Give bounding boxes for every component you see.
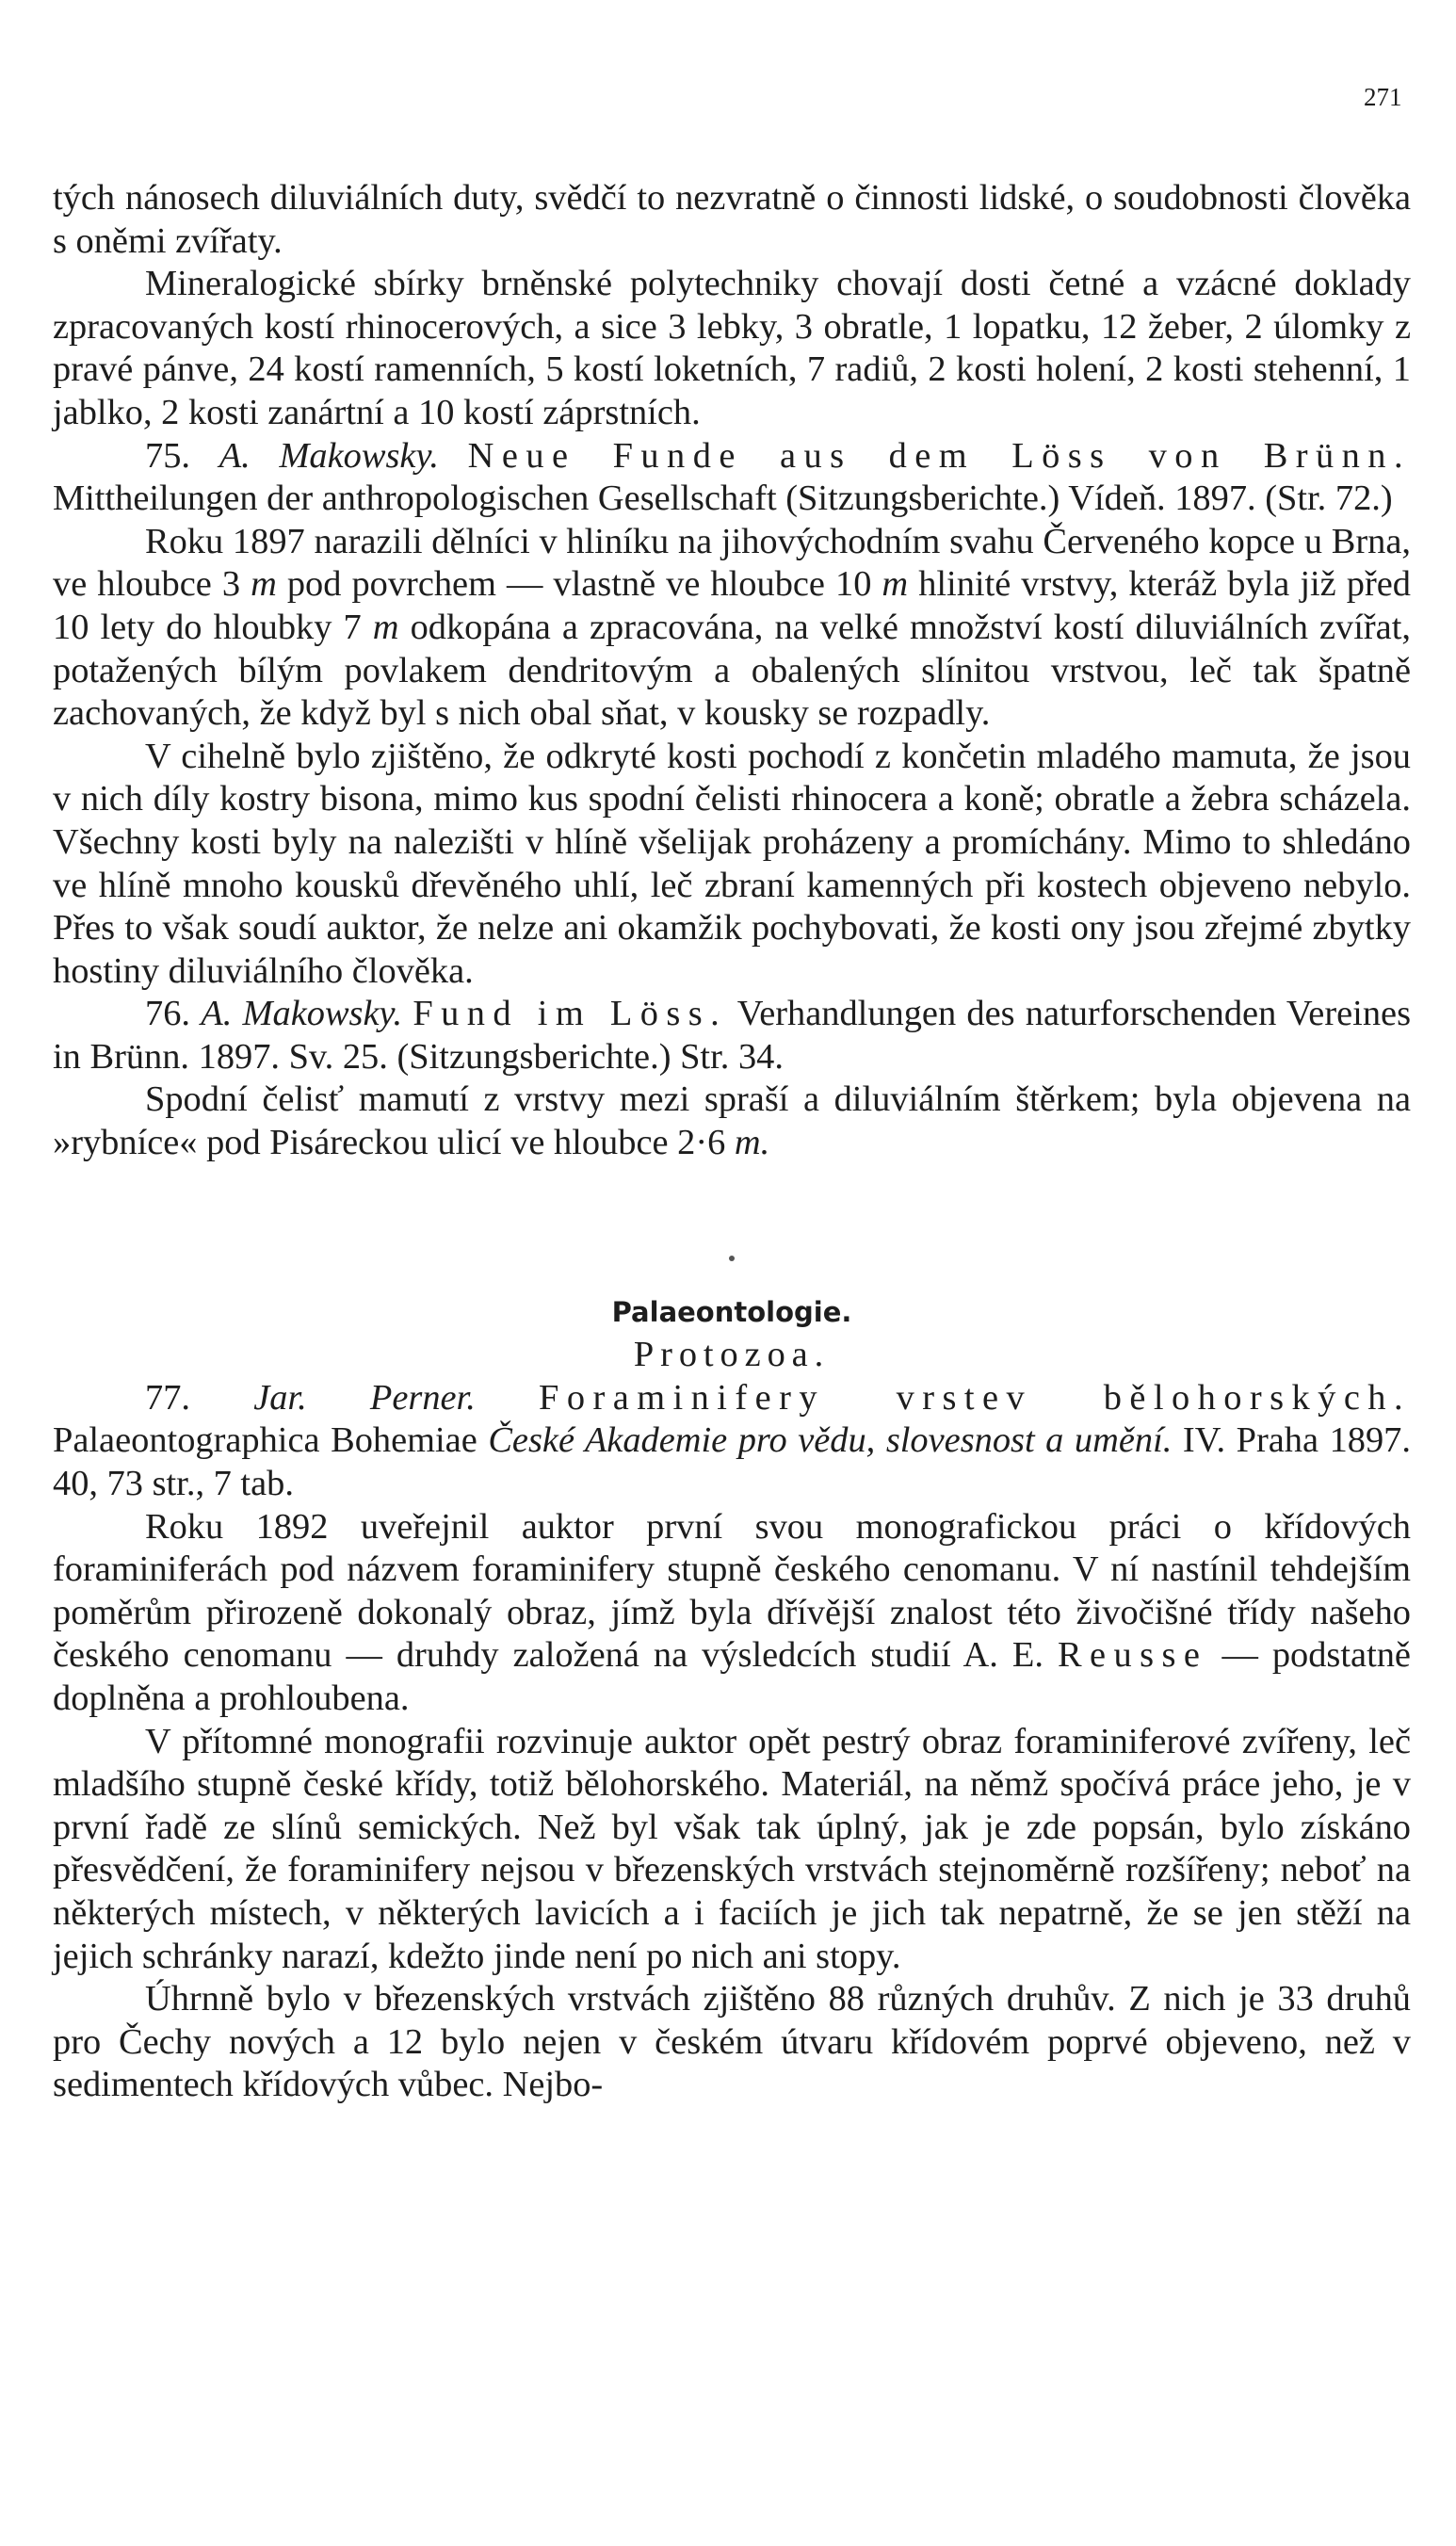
- body-text: [53, 177, 1411, 2107]
- paragraph-rhinoceros-collection: Mineralogické sbírky brněnské polytechniky chovají dosti četné a vzácné doklady zpracovaných kostí rhinocerových, a sice 3 lebky, 3 obratle, 1 lopatku, 12 žeber, 2 úlomky z pravé pánve, 24 kostí ramenních, 5 kostí loketních, 7 radiů, 2 kosti holení, 2 kosti stehenní, 1 jablko, 2 kosti zanártní a 10 kostí záprstních.: [53, 264, 1411, 432]
- entry-76-citation: Verhandlungen des naturforschenden Vereines in Brünn. 1897. Sv. 25. (Sitzungsberichte.) Str. 34.: [53, 994, 1412, 1077]
- entry-75-author: A. Makowsky.: [218, 435, 439, 476]
- entry-76-number: 76.: [145, 994, 190, 1034]
- entry-77-citation-b: České Akademie pro vědu, slovesnost a umění.: [488, 1420, 1173, 1461]
- entry-77-text-a: Roku 1892 uveřejnil auktor první svou monografickou práci o křídových foraminiferách pod názvem foraminifery stupně českého cenomanu. V ní nastínil tehdejším poměrům přirozeně dokonalý obraz, jímž byla dřívější znalost této živočišné třídy našeho českého cenomanu — druhdy založená na výsledcích studií A. E.: [53, 1506, 1411, 1676]
- entry-75-text-b: pod povrchem — vlastně ve hloubce 10: [286, 564, 872, 605]
- unit-meter: m: [251, 564, 277, 605]
- entry-76-author: A. Makowsky.: [201, 994, 403, 1034]
- entry-77-paragraph-3: Úhrnně bylo v březenských vrstvách zjištěno 88 různých druhův. Z nich je 33 druhů pro Čechy nových a 12 bylo nejen v českém útvaru křídovém poprvé objeveno, než v sedimentech křídových vůbec. Nejbo-: [53, 1979, 1411, 2105]
- entry-77-author: Jar. Perner.: [253, 1377, 476, 1418]
- entry-76-paragraph-1: [53, 1078, 1411, 1164]
- entry-75-paragraph-1: [53, 521, 1411, 736]
- unit-meter: m: [882, 564, 909, 605]
- entry-75-text-a: Roku 1897 narazili dělníci v hliníku na jihovýchodním svahu Červeného kopce u Brna, ve hloubce 3: [53, 521, 1411, 605]
- section-gap: [53, 1165, 1411, 1256]
- entry-75-heading: [53, 435, 1411, 521]
- entry-77-number: 77.: [145, 1377, 190, 1418]
- entry-75-text-c: hlinité vrstvy, kteráž byla již před 10 lety do hloubky 7: [53, 564, 1411, 647]
- entry-77-text-b: — podstatně doplněna a prohloubena.: [53, 1635, 1411, 1718]
- entry-77-citation-c: IV. Praha 1897. 40, 73 str., 7 tab.: [53, 1420, 1411, 1504]
- entry-75-text-d: odkopána a zpracována, na velké množství kostí diluviálních zvířat, potažených bílým povlakem dendritovým a obalených slínitou vrstvou, leč tak špatně zachovaných, že když byl s nich obal sňat, v kousky se rozpadly.: [53, 607, 1411, 734]
- page-number: 271: [1364, 83, 1402, 111]
- entry-77-title: Foraminifery vrstev bělohorských.: [539, 1377, 1411, 1418]
- entry-77-paragraph-2: V přítomné monografii rozvinuje auktor opět pestrý obraz foraminiferové zvířeny, leč mladšího stupně české křídy, totiž bělohorského. Materiál, na němž spočívá práce jeho, je v první řadě ze slínů semických. Než byl však tak úplný, jak je zde popsán, bylo získáno přesvědčení, že foraminifery nejsou v březenských vrstvách stejnoměrně rozšířeny; neboť na některých místech, v některých lavicích a i faciích je jich tak nepatrně, že se jen stěží na jejich schránky narazí, kdežto jinde není po nich ani stopy.: [53, 1721, 1411, 1976]
- subsection-title: Protozoa.: [633, 1335, 831, 1375]
- entry-75-citation: Mittheilungen der anthropologischen Gesellschaft (Sitzungsberichte.) Vídeň. 1897. (Str. 72.): [53, 478, 1393, 519]
- entry-76-text: Spodní čelisť mamutí z vrstvy mezi spraší a diluviálním štěrkem; byla objevena na »rybníce« pod Pisáreckou ulicí ve hloubce 2·6: [53, 1079, 1411, 1163]
- unit-meter: m: [372, 607, 399, 647]
- paragraph-continuation: tých nánosech diluviálních duty, svědčí to nezvratně o činnosti lidské, o soudobnosti člověka s oněmi zvířaty.: [53, 178, 1411, 261]
- unit-meter: m.: [734, 1123, 770, 1163]
- entry-75-title: Neue Funde aus dem Löss von Brünn.: [467, 435, 1411, 476]
- entry-76-title: Fund im Löss.: [413, 994, 728, 1034]
- entry-77-paragraph-1: [53, 1506, 1411, 1721]
- entry-77-name-reusse: Reusse: [1057, 1635, 1208, 1676]
- entry-75-paragraph-2: V cihelně bylo zjištěno, že odkryté kosti pochodí z končetin mladého mamuta, že jsou v nich díly kostry bisona, mimo kus spodní čelisti rhinocera a koně; obratle a žebra scházela. Všechny kosti byly na nalezišti v hlíně všelijak proházeny a promíchány. Mimo to shledáno ve hlíně mnoho kousků dřevěného uhlí, leč zbraní kamenných při kostech objeveno nebylo. Přes to však soudí auktor, že nelze ani okamžik pochybovati, že kosti ony jsou zřejmé zbytky hostiny diluviálního člověka.: [53, 736, 1411, 991]
- bullet-dot: [729, 1256, 735, 1261]
- entry-77-citation-a: Palaeontographica Bohemiae: [53, 1420, 477, 1461]
- section-title: Palaeontologie.: [611, 1295, 852, 1328]
- entry-77-heading: [53, 1377, 1411, 1506]
- entry-75-number: 75.: [145, 435, 190, 476]
- entry-76-heading: [53, 993, 1411, 1078]
